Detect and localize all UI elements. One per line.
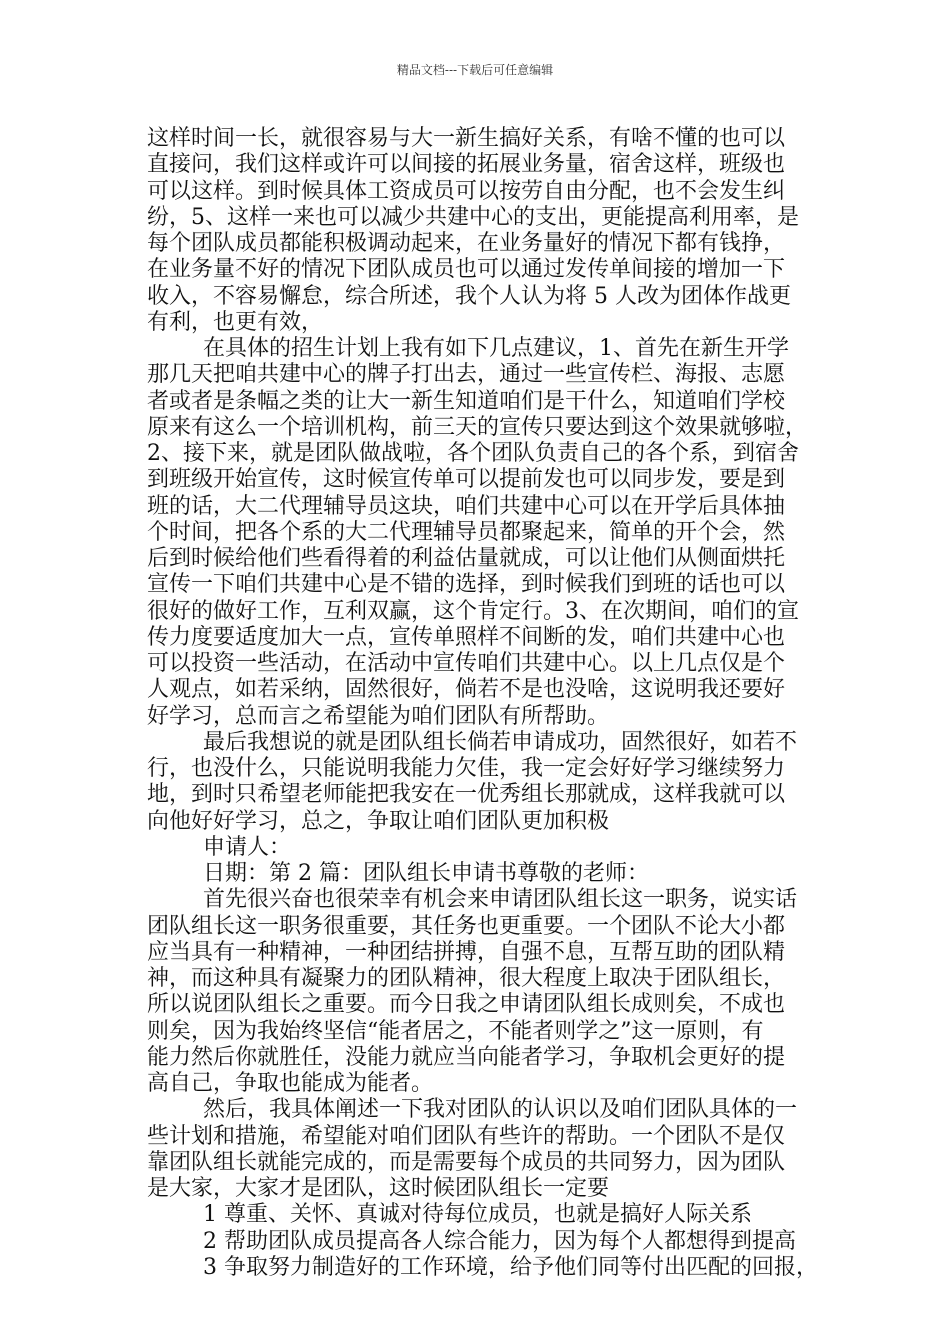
text-line: 传力度要适度加大一点，宣传单照样不间断的发，咱们共建中心也	[147, 624, 786, 650]
text-line: 者或者是条幅之类的让大一新生知道咱们是干什么，知道咱们学校	[147, 388, 786, 414]
text-line: 然后，我具体阐述一下我对团队的认识以及咱们团队具体的一	[203, 1097, 798, 1123]
text-line: 原来有这么一个培训机构，前三天的宣传只要达到这个效果就够啦，	[147, 414, 808, 440]
text-line: 后到时候给他们些看得着的利益估量就成，可以让他们从侧面烘托	[147, 546, 786, 571]
text-line: 人观点，如若采纳，固然很好，倘若不是也没啥，这说明我还要好	[147, 677, 786, 703]
text-line: 可以这样。到时候具体工资成员可以按劳自由分配，也不会发生纠	[147, 178, 786, 204]
text-line: 纷，5、这样一来也可以减少共建中心的支出，更能提高利用率，是	[147, 204, 799, 230]
text-line: 地，到时只希望老师能把我安在一优秀组长那就成，这样我就可以	[147, 782, 786, 808]
text-line: 每个团队成员都能积极调动起来，在业务量好的情况下都有钱挣，	[147, 231, 786, 256]
text-line: 神，而这种具有凝聚力的团队精神，很大程度上取决于团队组长，	[147, 966, 786, 991]
text-line: 好学习，总而言之希望能为咱们团队有所帮助。	[147, 703, 610, 729]
text-line: 所以说团队组长之重要。而今日我之申请团队组长成则矣，不成也	[147, 992, 786, 1018]
text-line: 靠团队组长就能完成的，而是需要每个成员的共同努力，因为团队	[147, 1149, 786, 1175]
text-line: 个时间，把各个系的大二代理辅导员都聚起来，简单的开个会，然	[147, 519, 786, 545]
document-body	[147, 126, 822, 1281]
text-line: 很好的做好工作，互利双赢，这个肯定行。3、在次期间，咱们的宣	[147, 598, 799, 624]
text-line: 宣传一下咱们共建中心是不错的选择，到时候我们到班的话也可以	[147, 572, 786, 598]
text-line: 2、接下来，就是团队做战啦，各个团队负责自己的各个系，到宿舍	[147, 441, 799, 466]
text-line: 最后我想说的就是团队组长倘若申请成功，固然很好，如若不	[203, 729, 798, 755]
text-line: 班的话，大二代理辅导员这块，咱们共建中心可以在开学后具体抽	[147, 493, 786, 519]
page-header: 精品文档---下载后可任意编辑	[396, 63, 554, 77]
text-line: 应当具有一种精神，一种团结拼搏，自强不息，互帮互助的团队精	[147, 939, 786, 965]
text-line: 向他好好学习，总之，争取让咱们团队更加积极	[147, 808, 610, 834]
text-line: 高自己，争取也能成为能者。	[147, 1071, 434, 1096]
text-line: 日期：第 2 篇：团队组长申请书尊敬的老师：	[203, 861, 649, 886]
text-line: 在具体的招生计划上我有如下几点建议，1、首先在新生开学	[203, 336, 789, 361]
text-line: 收入，不容易懈怠，综合所述，我个人认为将 5 人改为团体作战更	[147, 283, 791, 309]
text-line: 到班级开始宣传，这时候宣传单可以提前发也可以同步发，要是到	[147, 467, 786, 493]
text-line: 首先很兴奋也很荣幸有机会来申请团队组长这一职务，说实话	[203, 887, 798, 913]
text-line: 那几天把咱共建中心的牌子打出去，通过一些宣传栏、海报、志愿	[147, 362, 786, 388]
text-line: 则矣，因为我始终坚信“能者居之，不能者则学之”这一原则，有	[147, 1018, 764, 1044]
text-line: 团队组长这一职务很重要，其任务也更重要。一个团队不论大小都	[147, 913, 786, 939]
text-line: 在业务量不好的情况下团队成员也可以通过发传单间接的增加一下	[147, 257, 786, 283]
text-line: 这样时间一长，就很容易与大一新生搞好关系，有啥不懂的也可以	[147, 126, 786, 151]
text-line: 可以投资一些活动，在活动中宣传咱们共建中心。以上几点仅是个	[147, 651, 786, 676]
text-line: 直接问，我们这样或许可以间接的拓展业务量，宿舍这样，班级也	[147, 152, 786, 178]
text-line: 1 尊重、关怀、真诚对待每位成员，也就是搞好人际关系	[203, 1202, 752, 1228]
text-line: 申请人：	[203, 834, 292, 860]
text-line: 3 争取努力制造好的工作环境，给予他们同等付出匹配的回报，	[203, 1254, 818, 1280]
text-line: 行，也没什么，只能说明我能力欠佳，我一定会好好学习继续努力	[147, 756, 786, 781]
text-line: 能力然后你就胜任，没能力就应当向能者学习，争取机会更好的提	[147, 1044, 786, 1070]
text-line: 些计划和措施，希望能对咱们团队有些许的帮助。一个团队不是仅	[147, 1123, 786, 1149]
text-line: 有利，也更有效，	[147, 309, 324, 335]
text-line: 是大家，大家才是团队，这时候团队组长一定要	[147, 1176, 610, 1201]
text-line: 2 帮助团队成员提高各人综合能力，因为每个人都想得到提高	[203, 1228, 796, 1254]
